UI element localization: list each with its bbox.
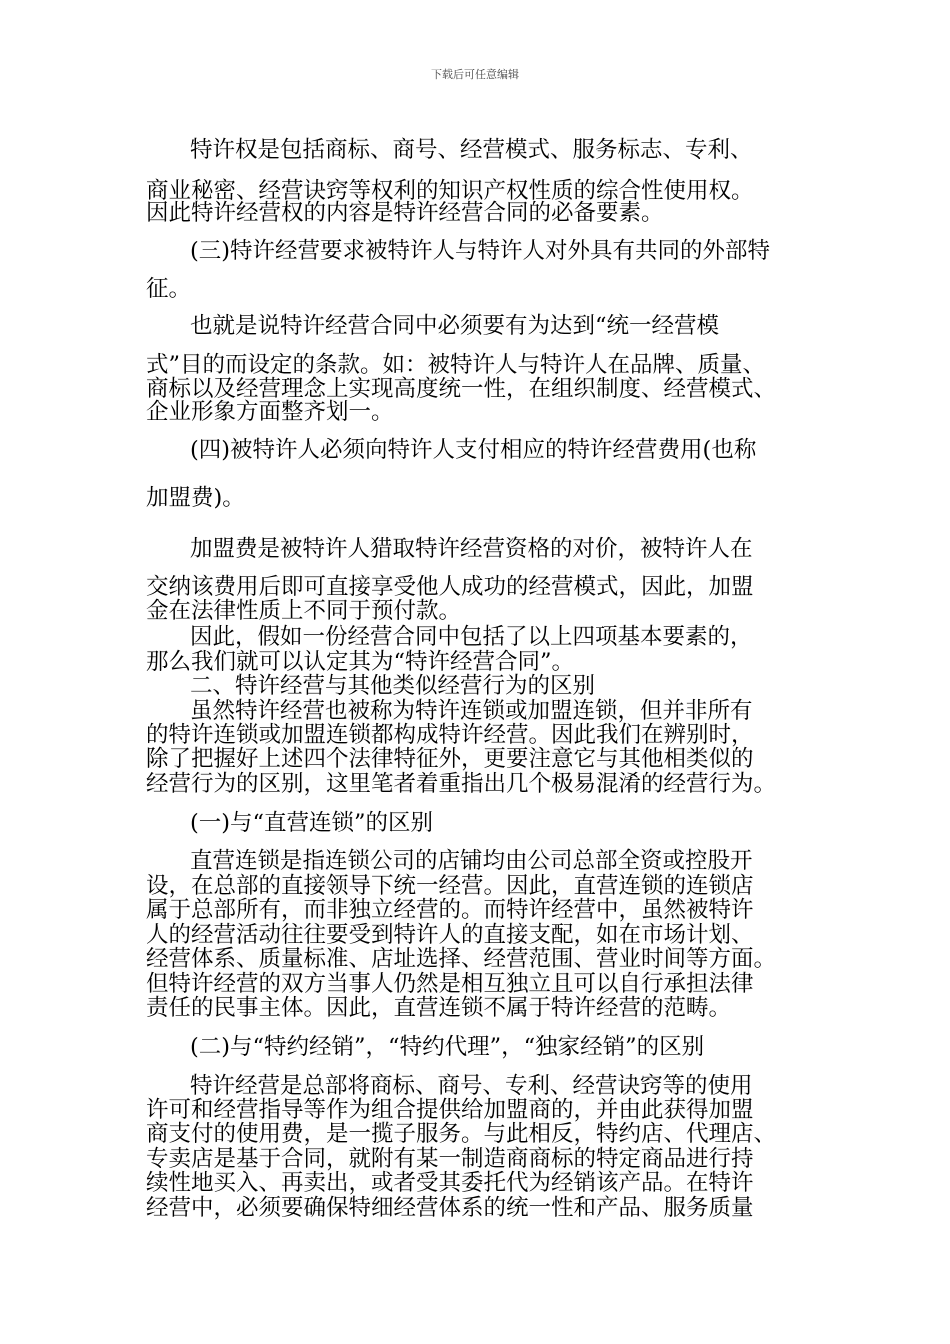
text-line: (一)与“直营连锁”的区别 — [190, 810, 434, 836]
text-line: 也就是说特许经营合同中必须要有为达到“统一经营模 — [190, 313, 720, 339]
text-line: 人的经营活动往往要受到特许人的直接支配，如在市场计划、 — [146, 922, 754, 948]
text-line: 商支付的使用费，是一揽子服务。与此相反，特约店、代理店、 — [146, 1121, 777, 1147]
text-line: 的特许连锁或加盟连锁都构成特许经营。因此我们在辨别时， — [146, 722, 754, 748]
text-line: (三)特许经营要求被特许人与特许人对外具有共同的外部特 — [190, 238, 771, 264]
text-line: 许可和经营指导等作为组合提供给加盟商的，并由此获得加盟 — [146, 1097, 754, 1123]
text-line: 那么我们就可以认定其为“特许经营合同”。 — [146, 649, 575, 675]
text-line: 虽然特许经营也被称为特许连锁或加盟连锁，但并非所有 — [190, 698, 753, 724]
text-line: 交纳该费用后即可直接享受他人成功的经营模式，因此，加盟 — [146, 574, 754, 600]
text-line: (四)被特许人必须向特许人支付相应的特许经营费用(也称 — [190, 437, 757, 463]
text-line: 直营连锁是指连锁公司的店铺均由公司总部全资或控股开 — [190, 848, 753, 874]
text-line: 特许权是包括商标、商号、经营模式、服务标志、专利、 — [190, 137, 753, 163]
text-line: 续性地买入、再卖出，或者受其委托代为经销该产品。在特许 — [146, 1170, 754, 1196]
text-line: 属于总部所有，而非独立经营的。而特许经营中，虽然被特许 — [146, 897, 754, 923]
text-line: 设，在总部的直接领导下统一经营。因此，直营连锁的连锁店 — [146, 873, 754, 899]
text-line: 经营体系、质量标准、店址选择、经营范围、营业时间等方面。 — [146, 946, 777, 972]
text-line: 商标以及经营理念上实现高度统一性，在组织制度、经营模式、 — [146, 376, 777, 402]
text-line: 加盟费是被特许人猎取特许经营资格的对价，被特许人在 — [190, 536, 753, 562]
text-line: 二、特许经营与其他类似经营行为的区别 — [190, 673, 596, 699]
text-line: 责任的民事主体。因此，直营连锁不属于特许经营的范畴。 — [146, 995, 732, 1021]
text-line: 除了把握好上述四个法律特征外，更要注意它与其他相类似的 — [146, 746, 754, 772]
text-line: 金在法律性质上不同于预付款。 — [146, 598, 462, 624]
text-line: 因此特许经营权的内容是特许经营合同的必备要素。 — [146, 200, 664, 226]
text-line: 特许经营是总部将商标、商号、专利、经营诀窍等的使用 — [190, 1073, 753, 1099]
text-line: 商业秘密、经营诀窍等权利的知识产权性质的综合性使用权。 — [146, 178, 754, 204]
text-line: 加盟费)。 — [146, 485, 245, 511]
text-line: 经营行为的区别，这里笔者着重指出几个极易混淆的经营行为。 — [146, 771, 777, 797]
text-line: 因此，假如一份经营合同中包括了以上四项基本要素的， — [190, 624, 753, 650]
text-line: 经营中，必须要确保特细经营体系的统一性和产品、服务质量 — [146, 1195, 754, 1221]
text-line: 专卖店是基于合同，就附有某一制造商商标的特定商品进行持 — [146, 1146, 754, 1172]
text-line: 企业形象方面整齐划一。 — [146, 399, 394, 425]
text-line: 征。 — [146, 276, 192, 302]
text-line: (二)与“特约经销”，“特约代理”，“独家经销”的区别 — [190, 1034, 705, 1060]
text-line: 但特许经营的双方当事人仍然是相互独立且可以自行承担法律 — [146, 971, 754, 997]
text-line: 式”目的而设定的条款。如：被特许人与特许人在品牌、质量、 — [146, 352, 766, 378]
page-header: 下载后可任意编辑 — [431, 68, 519, 81]
